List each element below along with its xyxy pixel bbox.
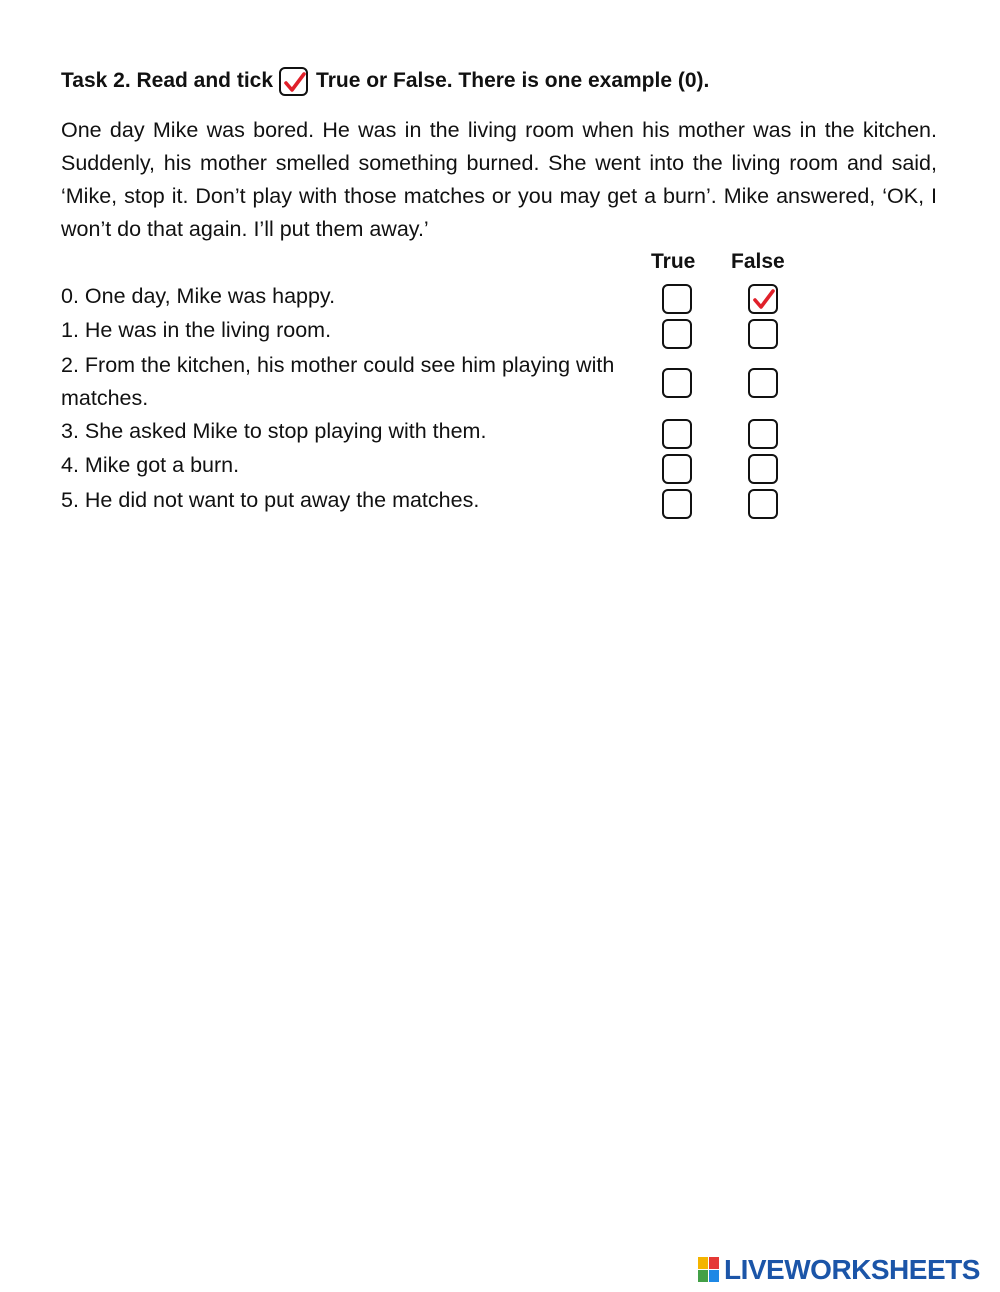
checkbox-true-2[interactable] (662, 368, 692, 398)
logo-blocks-icon (698, 1257, 720, 1283)
statement-3: 3. She asked Mike to stop playing with them. (61, 419, 487, 443)
task-title (61, 66, 709, 96)
statement-0: 0. One day, Mike was happy. (61, 284, 336, 308)
tick-icon (752, 287, 776, 311)
statement-4: 4. Mike got a burn. (61, 453, 240, 477)
statement-2: 2. From the kitchen, his mother could see him playing with matches. (61, 353, 615, 410)
false-column-header: False (731, 250, 785, 273)
checkbox-false-4[interactable] (748, 454, 778, 484)
statement-5: 5. He did not want to put away the matches. (61, 488, 480, 512)
checkbox-true-5[interactable] (662, 489, 692, 519)
checkbox-true-3[interactable] (662, 419, 692, 449)
checkbox-false-1[interactable] (748, 319, 778, 349)
logo-text: LIVEWORKSHEETS (724, 1254, 980, 1285)
checkbox-false-5[interactable] (748, 489, 778, 519)
task-title-before: Task 2. Read and tick (61, 69, 274, 92)
reading-passage: One day Mike was bored. He was in the living room when his mother was in the kitchen. Suddenly, his mother smelled something burned. She went into the living room and said, ‘Mike, stop it. Don’t play with those matches or you may get a burn’. Mike answered, ‘OK, I won’t do that again. I’ll put them away.’ (61, 118, 937, 241)
checkbox-false-2[interactable] (748, 368, 778, 398)
true-column-header: True (651, 250, 696, 273)
checkbox-false-3[interactable] (748, 419, 778, 449)
checkbox-true-4[interactable] (662, 454, 692, 484)
statement-1: 1. He was in the living room. (61, 318, 332, 342)
checkbox-false-0[interactable] (748, 284, 778, 314)
checkbox-true-1[interactable] (662, 319, 692, 349)
checkbox-true-0[interactable] (662, 284, 692, 314)
task-title-after: True or False. There is one example (0). (316, 69, 710, 92)
tick-sample-icon (279, 67, 308, 96)
liveworksheets-logo (698, 1254, 980, 1286)
